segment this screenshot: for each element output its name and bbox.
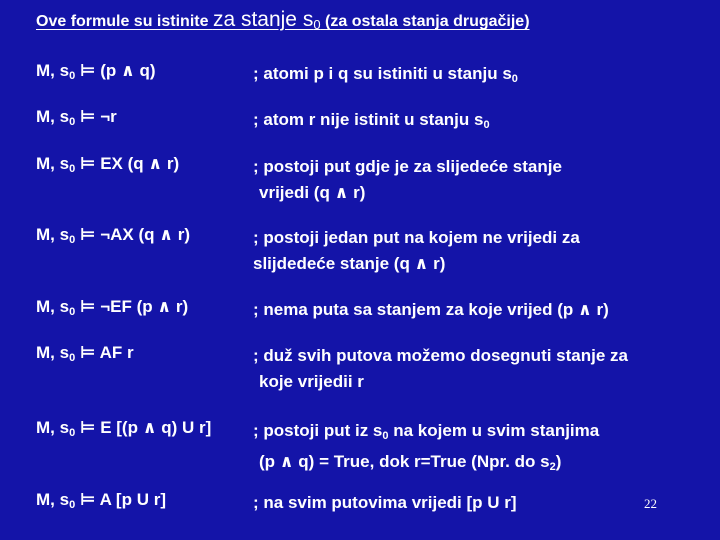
models-symbol: ⊨: [79, 418, 96, 437]
models-symbol: ⊨: [79, 297, 96, 316]
formula-expression: M, $s_0$ ⊨ ¬r: [36, 107, 117, 128]
formula-comment: ; atomi p i q su istiniti u stanju $s_0$: [253, 64, 518, 85]
page-number: 22: [644, 496, 657, 511]
formula-expression: M, $s_0$ ⊨ E [(p ∧ q) U r]: [36, 418, 212, 439]
models-symbol: ⊨: [79, 225, 96, 244]
title-part-1: Ove formule su istinite: [36, 13, 209, 30]
models-symbol: ⊨: [79, 61, 96, 80]
formula-comment: ; postoji jedan put na kojem ne vrijedi za slijdedeće stanje (q ∧ r): [253, 228, 580, 273]
formula-comment: ; postoji put gdje je za slijedeće stanje vrijedi (q ∧ r): [253, 157, 562, 202]
formula-expression: M, $s_0$ ⊨ AF r: [36, 343, 134, 364]
formula-comment: ; atom r nije istinit u stanju $s_0$: [253, 110, 490, 131]
title-part-3: (za ostala stanja drugačije): [325, 13, 530, 30]
title-part-2: za stanje $s_0$: [212, 8, 321, 32]
models-symbol: ⊨: [79, 107, 96, 126]
models-symbol: ⊨: [79, 343, 96, 362]
formula-expression: M, $s_0$ ⊨ A [p U r]: [36, 490, 166, 511]
formula-comment: ; duž svih putova možemo dosegnuti stanje za koje vrijedii r: [253, 346, 628, 391]
formula-expression: M, $s_0$ ⊨ ¬EF (p ∧ r): [36, 297, 189, 318]
formula-expression: M, $s_0$ ⊨ EX (q ∧ r): [36, 154, 180, 175]
slide-title: [36, 8, 530, 32]
models-symbol: ⊨: [79, 154, 96, 173]
formula-expression: M, $s_0$ ⊨ (p ∧ q): [36, 61, 156, 82]
formula-comment: ; nema puta sa stanjem za koje vrijed (p ∧ r): [253, 300, 609, 319]
formula-expression: M, $s_0$ ⊨ ¬AX (q ∧ r): [36, 225, 191, 246]
formula-comment: ; postoji put iz $s_0$ na kojem u svim stanjima (p ∧ q) = True, dok r=True (Npr. do $s_2$): [253, 421, 600, 473]
formula-comment: ; na svim putovima vrijedi [p U r]: [253, 493, 517, 512]
models-symbol: ⊨: [79, 490, 96, 509]
